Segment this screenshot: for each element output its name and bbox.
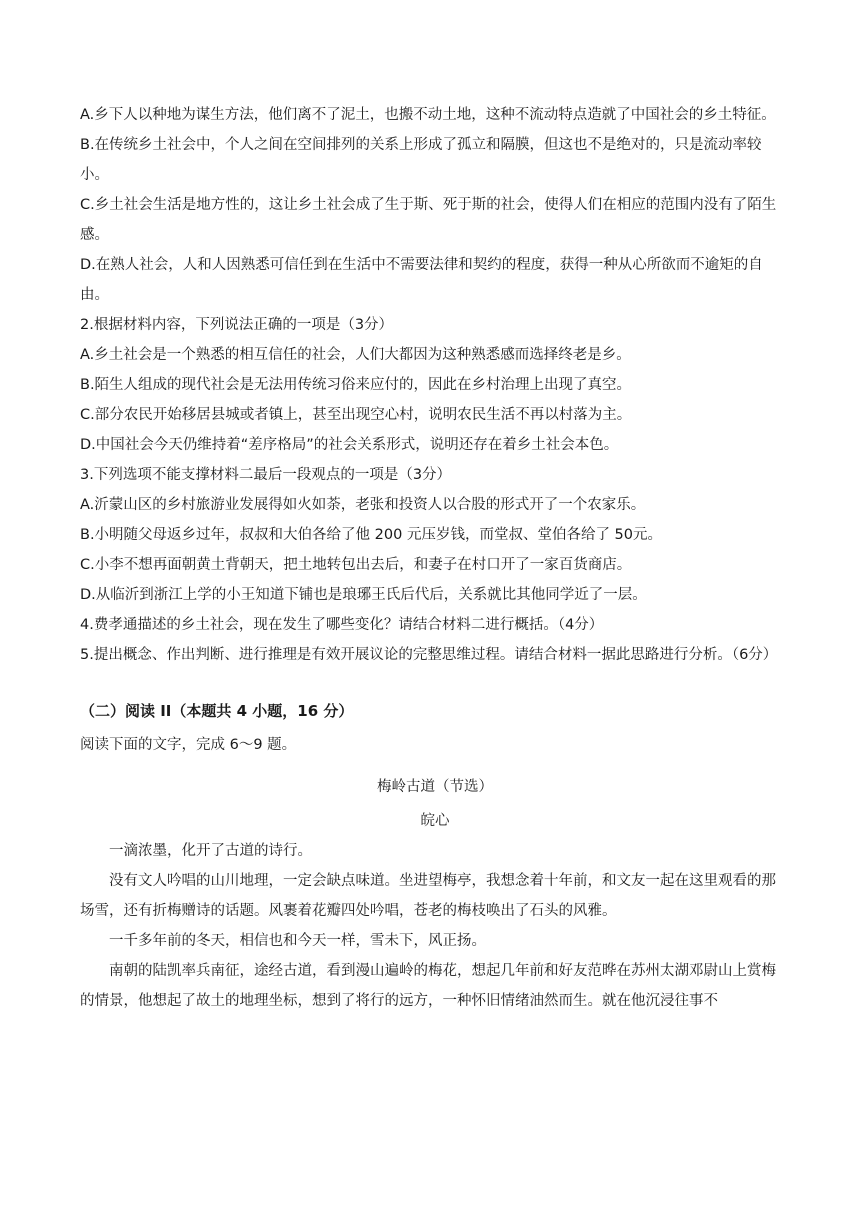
question-2-stem: 2.根据材料内容，下列说法正确的一项是（3分） (80, 317, 394, 333)
article-paragraph: 一滴浓墨，化开了古道的诗行。 (109, 843, 312, 859)
q3-option-c: C.小李不想再面朝黄土背朝天，把土地转包出去后，和妻子在村口开了一家百货商店。 (80, 557, 632, 573)
question-5-stem: 5.提出概念、作出判断、进行推理是有效开展议论的完整思维过程。请结合材料一据此思路进行分析。（6分） (80, 647, 778, 663)
q1-option-b: B.在传统乡土社会中，个人之间在空间排列的关系上形成了孤立和隔膜，但这也不是绝对的，只是流动率较小。 (80, 137, 762, 183)
question-3-stem: 3.下列选项不能支撑材料二最后一段观点的一项是（3分） (80, 467, 452, 483)
q1-option-c: C.乡土社会生活是地方性的，这让乡土社会成了生于斯、死于斯的社会，使得人们在相应的范围内没有了陌生感。 (80, 197, 777, 243)
q3-option-d: D.从临沂到浙江上学的小王知道下铺也是琅琊王氏后代后，关系就比其他同学近了一层。 (80, 587, 647, 603)
document-body (80, 100, 790, 1016)
q3-option-b: B.小明随父母返乡过年，叔叔和大伯各给了他 200 元压岁钱，而堂叔、堂伯各给了 50元。 (80, 527, 663, 543)
section-heading: （二）阅读 II（本题共 4 小题，16 分） (80, 702, 354, 720)
question-4-stem: 4.费孝通描述的乡土社会，现在发生了哪些变化？请结合材料二进行概括。（4分） (80, 617, 604, 633)
q1-option-d: D.在熟人社会，人和人因熟悉可信任到在生活中不需要法律和契约的程度，获得一种从心所欲而不逾矩的自由。 (80, 257, 763, 303)
article-paragraph: 没有文人吟唱的山川地理，一定会缺点味道。坐进望梅亭，我想念着十年前，和文友一起在这里观看的那场雪，还有折梅赠诗的话题。风裹着花瓣四处吟唱，苍老的梅枝唤出了石头的风雅。 (80, 873, 776, 919)
article-title: 梅岭古道（节选） (377, 779, 493, 795)
q2-option-a: A.乡土社会是一个熟悉的相互信任的社会，人们大都因为这种熟悉感而选择终老是乡。 (80, 347, 631, 363)
article-author: 皖心 (420, 813, 450, 829)
q2-option-d: D.中国社会今天仍维持着“差序格局”的社会关系形式，说明还存在着乡土社会本色。 (80, 437, 619, 453)
article-paragraph: 南朝的陆凯率兵南征，途经古道，看到漫山遍岭的梅花，想起几年前和好友范晔在苏州太湖邓尉山上赏梅的情景，他想起了故土的地理坐标，想到了将行的远方，一种怀旧情绪油然而生。就在他沉浸往事不 (80, 963, 776, 1009)
article-paragraph: 一千多年前的冬天，相信也和今天一样，雪未下，风正扬。 (109, 933, 486, 949)
q2-option-c: C.部分农民开始移居县城或者镇上，甚至出现空心村，说明农民生活不再以村落为主。 (80, 407, 632, 423)
q2-option-b: B.陌生人组成的现代社会是无法用传统习俗来应付的，因此在乡村治理上出现了真空。 (80, 377, 632, 393)
reading-instruction: 阅读下面的文字，完成 6～9 题。 (80, 737, 297, 753)
q1-option-a: A.乡下人以种地为谋生方法，他们离不了泥土，也搬不动土地，这种不流动特点造就了中国社会的乡土特征。 (80, 107, 776, 123)
q3-option-a: A.沂蒙山区的乡村旅游业发展得如火如荼，老张和投资人以合股的形式开了一个农家乐。 (80, 497, 646, 513)
